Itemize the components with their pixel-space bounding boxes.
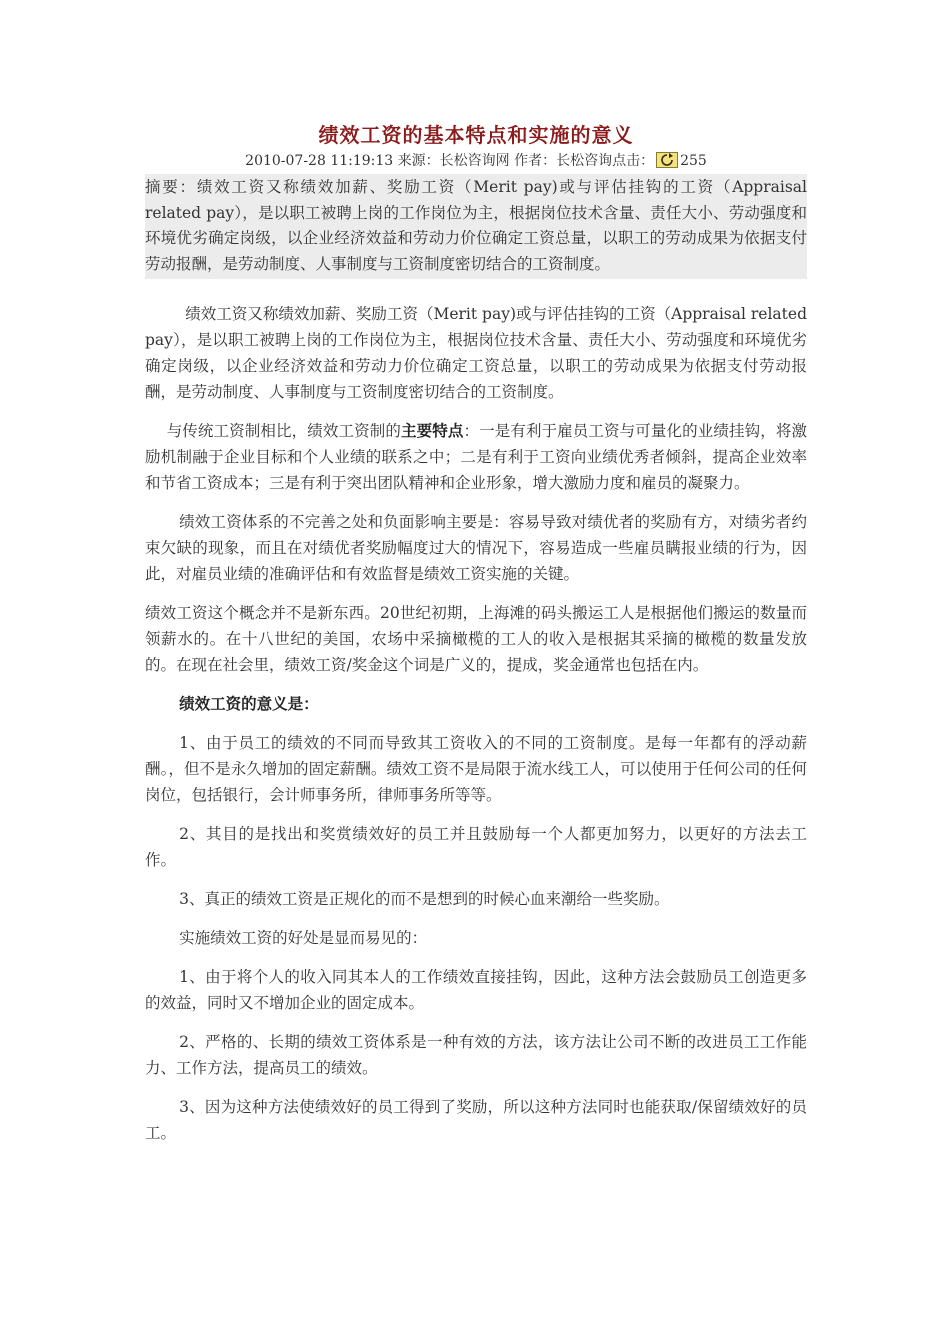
- article-body: [145, 120, 807, 1159]
- paragraph-definition: 绩效工资又称绩效加薪、奖励工资（Merit pay)或与评估挂钩的工资（Appraisal related pay），是以职工被聘上岗的工作岗位为主，根据岗位技术含量、责任大小、劳动强度和环境优劣确定岗级，以企业经济效益和劳动力价位确定工资总量，以职工的劳动成果为依据支付劳动报酬，是劳动制度、人事制度与工资制度密切结合的工资制度。: [145, 305, 807, 401]
- meaning-item-3: 3、真正的绩效工资是正规化的而不是想到的时候心血来潮给一些奖励。: [179, 890, 670, 908]
- article-meta: [145, 150, 807, 172]
- benefit-item-3: 3、因为这种方法使绩效好的员工得到了奖励，所以这种方法同时也能获取/保留绩效好的员工。: [145, 1098, 807, 1142]
- features-text: ：一是有利于雇员工资与可量化的业绩挂钩，将激励机制融于企业目标和个人业绩的联系之中；二是有利于工资向业绩优秀者倾斜，提高企业效率和节省工资成本；三是有利于突出团队精神和企业形象，增大激励力度和雇员的凝聚力。: [145, 422, 807, 492]
- paragraph-features: [145, 418, 807, 496]
- meaning-item-2: 2、其目的是找出和奖赏绩效好的员工并且鼓励每一个人都更加努力，以更好的方法去工作。: [145, 825, 807, 869]
- article-title: 绩效工资的基本特点和实施的意义: [318, 123, 634, 147]
- refresh-icon: [656, 152, 678, 168]
- heading-meaning: 绩效工资的意义是：: [179, 694, 319, 713]
- paragraph-history: 绩效工资这个概念并不是新东西。20世纪初期，上海滩的码头搬运工人是根据他们搬运的数量而领薪水的。在十八世纪的美国，农场中采摘橄榄的工人的收入是根据其采摘的橄榄的数量发放的。在现在社会里，绩效工资/奖金这个词是广义的，提成，奖金通常也包括在内。: [145, 604, 807, 674]
- benefit-item-1: 1、由于将个人的收入同其本人的工作绩效直接挂钩，因此，这种方法会鼓励员工创造更多的效益，同时又不增加企业的固定成本。: [145, 968, 807, 1012]
- click-count: 255: [680, 153, 707, 169]
- benefit-item-2: 2、严格的、长期的绩效工资体系是一种有效的方法，该方法让公司不断的改进员工工作能力、工作方法，提高员工的绩效。: [145, 1033, 807, 1077]
- features-intro: 与传统工资制相比，绩效工资制的: [166, 422, 401, 440]
- meta-info: 2010-07-28 11:19:13 来源：长松咨询网 作者：长松咨询点击：: [245, 153, 655, 169]
- features-bold: 主要特点: [400, 421, 464, 440]
- paragraph-drawbacks: 绩效工资体系的不完善之处和负面影响主要是：容易导致对绩优者的奖励有方，对绩劣者约束欠缺的现象，而且在对绩优者奖励幅度过大的情况下，容易造成一些雇员瞒报业绩的行为，因此，对雇员业绩的准确评估和有效监督是绩效工资实施的关键。: [145, 513, 807, 583]
- meaning-item-1: 1、由于员工的绩效的不同而导致其工资收入的不同的工资制度。是每一年都有的浮动薪酬。，但不是永久增加的固定薪酬。绩效工资不是局限于流水线工人，可以使用于任何公司的任何岗位，包括银行，会计师事务所，律师事务所等等。: [145, 734, 807, 804]
- heading-benefits: 实施绩效工资的好处是显而易见的：: [179, 929, 428, 947]
- abstract: 摘要：绩效工资又称绩效加薪、奖励工资（Merit pay)或与评估挂钩的工资（Appraisal related pay），是以职工被聘上岗的工作岗位为主，根据岗位技术含量、责任大小、劳动强度和环境优劣确定岗级，以企业经济效益和劳动力价位确定工资总量，以职工的劳动成果为依据支付劳动报酬，是劳动制度、人事制度与工资制度密切结合的工资制度。: [145, 174, 807, 279]
